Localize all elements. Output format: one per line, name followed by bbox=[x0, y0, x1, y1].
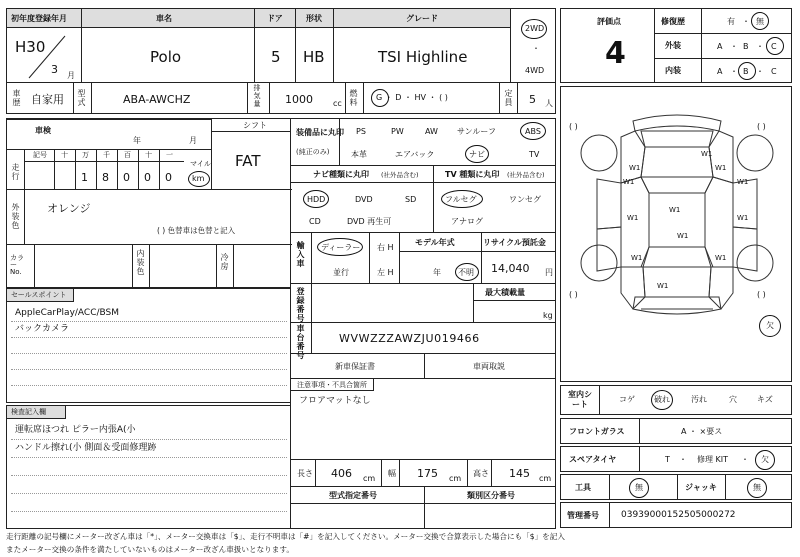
displacement: 1000 bbox=[285, 93, 313, 106]
int-dot2: ・ bbox=[756, 67, 764, 76]
divider bbox=[363, 83, 364, 113]
doors-header bbox=[254, 8, 296, 28]
navi-dvd-play: DVD 再生可 bbox=[347, 217, 392, 226]
divider bbox=[373, 379, 374, 391]
digit-header: 十 bbox=[145, 151, 152, 159]
diagram-paren-tl: ( ) bbox=[569, 122, 578, 131]
tv-analog: アナログ bbox=[451, 217, 483, 226]
model-year-label: モデル年式 bbox=[415, 238, 455, 247]
divider bbox=[291, 390, 373, 391]
length-unit: cm bbox=[363, 474, 376, 483]
mgmt-row bbox=[560, 502, 792, 528]
car-name-header bbox=[81, 8, 255, 28]
sales-point-label: セールスポイント bbox=[11, 291, 67, 299]
inspector-line-1: 運転席ほつれ ピラー内張A(小 bbox=[15, 425, 136, 435]
width-unit: cm bbox=[449, 474, 462, 483]
ext-a: A bbox=[717, 42, 723, 51]
divider bbox=[473, 300, 555, 301]
divider bbox=[639, 419, 640, 443]
score-block bbox=[560, 8, 792, 83]
score-label: 評価点 bbox=[597, 17, 621, 26]
sales-point-line-1: AppleCarPlay/ACC/BSM bbox=[15, 308, 120, 318]
navi-sub: (社外品含む) bbox=[381, 171, 419, 179]
model-label: 型式 bbox=[77, 89, 86, 107]
recycle-value: 14,040 bbox=[491, 262, 530, 275]
equipment-subtitle: (純正のみ) bbox=[296, 148, 330, 156]
displacement-label: 排気量 bbox=[253, 84, 261, 108]
notes-label: 注意事項・不具合箇所 bbox=[297, 381, 367, 389]
drive-4wd: 4WD bbox=[525, 66, 545, 75]
height: 145 bbox=[509, 467, 530, 480]
divider bbox=[599, 386, 600, 414]
length-label: 長さ bbox=[297, 469, 313, 478]
divider bbox=[654, 33, 791, 34]
equip-abs: ABS bbox=[525, 127, 541, 136]
doors: 5 bbox=[271, 48, 281, 66]
divider bbox=[91, 83, 92, 113]
diagram-w1-10: W1 bbox=[631, 254, 643, 262]
shape-cell bbox=[295, 27, 334, 83]
shape-header bbox=[295, 8, 334, 28]
shape: HB bbox=[303, 48, 325, 66]
color-change: ( ) 色替車は色替と記入 bbox=[157, 226, 236, 235]
diagram-w1-1: W1 bbox=[701, 150, 713, 158]
first-reg-value-cell bbox=[6, 27, 82, 83]
shaken-month: 月 bbox=[189, 136, 197, 145]
seat-koge: コゲ bbox=[619, 395, 635, 404]
warranty-block bbox=[290, 353, 556, 379]
color-no-label: カラー No. bbox=[10, 254, 24, 276]
divider bbox=[499, 83, 500, 113]
inspection-block bbox=[6, 118, 291, 288]
divider bbox=[609, 475, 610, 499]
divider bbox=[132, 244, 133, 288]
diagram-w1-3: W1 bbox=[715, 164, 727, 172]
seat-label: 室内シート bbox=[568, 390, 592, 409]
divider bbox=[424, 487, 425, 528]
ext-dot1: ・ bbox=[730, 42, 738, 51]
digit-header: 万 bbox=[82, 151, 89, 159]
equip-tv: TV bbox=[529, 150, 540, 159]
divider bbox=[473, 284, 474, 322]
divider bbox=[399, 460, 400, 486]
divider bbox=[311, 233, 312, 283]
divider bbox=[609, 503, 610, 527]
reg-number-label: 登録番号 bbox=[296, 287, 305, 323]
grade-cell bbox=[333, 27, 511, 83]
mgmt-value: 03939000152505000272 bbox=[621, 510, 736, 520]
windshield-options: A ・ ×要ス bbox=[681, 427, 723, 436]
model-year-unit: 年 bbox=[433, 268, 441, 277]
chassis-block bbox=[290, 322, 556, 360]
diagram-w1-11: W1 bbox=[715, 254, 727, 262]
mileage-digit: 0 bbox=[165, 171, 172, 184]
digit-divider bbox=[54, 149, 55, 189]
sales-point-line-2: バックカメラ bbox=[15, 324, 70, 334]
shaken-label: 車検 bbox=[35, 126, 51, 135]
ext-dot2: ・ bbox=[756, 42, 764, 51]
import-label: 輸入車 bbox=[296, 241, 305, 268]
recycle-unit: 円 bbox=[545, 268, 553, 277]
ruled-line bbox=[11, 475, 287, 476]
equip-ps: PS bbox=[356, 127, 366, 136]
divider bbox=[291, 182, 555, 183]
ruled-line bbox=[11, 439, 287, 440]
import-block bbox=[290, 232, 556, 284]
ruled-line bbox=[11, 321, 287, 322]
divider bbox=[211, 119, 212, 189]
chassis: WVWZZZAWZJU019466 bbox=[339, 332, 480, 345]
digit-divider bbox=[75, 149, 76, 189]
divider bbox=[517, 83, 518, 113]
divider bbox=[269, 83, 270, 113]
manual: 車両取説 bbox=[473, 362, 505, 371]
spare-t: T bbox=[665, 455, 670, 464]
chassis-label: 車台番号 bbox=[296, 324, 305, 360]
width: 175 bbox=[417, 467, 438, 480]
divider bbox=[247, 83, 248, 113]
usage-label: 車歴 bbox=[12, 89, 21, 107]
repair-yes: 有 bbox=[727, 17, 735, 26]
divider bbox=[24, 149, 25, 189]
spare-dot2: ・ bbox=[741, 455, 749, 464]
capacity-label: 定員 bbox=[504, 89, 513, 107]
diagram-paren-br: ( ) bbox=[757, 290, 766, 299]
divider bbox=[654, 9, 655, 82]
mileage-label: 走行 bbox=[11, 163, 20, 181]
divider bbox=[491, 460, 492, 486]
repair-dot: ・ bbox=[742, 17, 750, 26]
tv-sub: (社外品含む) bbox=[507, 171, 545, 179]
navi-title: ナビ種類に丸印 bbox=[313, 170, 369, 179]
grade: TSI Highline bbox=[378, 48, 468, 66]
drive-separator: ・ bbox=[532, 44, 540, 53]
repair-no: 無 bbox=[756, 17, 764, 26]
drive-cell bbox=[510, 8, 556, 83]
capacity: 5 bbox=[529, 93, 536, 106]
drive-2wd: 2WD bbox=[525, 24, 545, 33]
divider bbox=[211, 131, 291, 132]
mile-label: マイル bbox=[190, 160, 211, 168]
grade-header bbox=[333, 8, 511, 28]
shift: FAT bbox=[235, 152, 261, 170]
interior-label: 内装 bbox=[665, 66, 681, 75]
digit-divider bbox=[117, 149, 118, 189]
ruled-line bbox=[11, 353, 287, 354]
max-load-label: 最大積載量 bbox=[485, 288, 525, 297]
fuel-options: G ・ D ・ HV ・ ( ) bbox=[376, 93, 448, 102]
displacement-unit: cc bbox=[333, 99, 342, 108]
equip-aw: AW bbox=[425, 127, 438, 136]
mgmt-label: 管理番号 bbox=[567, 511, 599, 520]
notes-block bbox=[290, 378, 556, 460]
tv-title: TV 種類に丸印 bbox=[445, 170, 500, 179]
equipment-title: 装備品に丸印 bbox=[296, 128, 344, 137]
seat-yabure: 破れ bbox=[654, 395, 670, 404]
jack-label: ジャッキ bbox=[685, 483, 717, 492]
navi-tv-block bbox=[290, 165, 556, 233]
diagram-w1-2: W1 bbox=[629, 164, 641, 172]
car-name-label: 車名 bbox=[156, 14, 172, 23]
spare-label: スペアタイヤ bbox=[569, 455, 617, 464]
divider bbox=[399, 233, 400, 283]
color-label: 外装色 bbox=[11, 203, 20, 230]
equip-sunroof: サンルーフ bbox=[457, 127, 496, 136]
model: ABA-AWCHZ bbox=[123, 93, 191, 106]
handle-left: 左 H bbox=[377, 268, 394, 277]
car-name-cell bbox=[81, 27, 255, 83]
equip-leather: 本革 bbox=[351, 150, 367, 159]
length: 406 bbox=[331, 467, 352, 480]
windshield-label: フロントガラス bbox=[569, 427, 625, 436]
type-number-block bbox=[290, 486, 556, 529]
diagram-w1-5: W1 bbox=[737, 178, 749, 186]
divider bbox=[433, 166, 434, 232]
divider bbox=[7, 149, 211, 150]
color: オレンジ bbox=[47, 202, 91, 215]
diagram-w1-6: W1 bbox=[669, 206, 681, 214]
dealer: ディーラー bbox=[321, 243, 361, 252]
navi-sd: SD bbox=[405, 195, 417, 204]
car-name: Polo bbox=[150, 48, 182, 66]
spare-row bbox=[560, 446, 792, 472]
usage: 自家用 bbox=[31, 93, 64, 106]
divider bbox=[216, 244, 217, 288]
ruled-line bbox=[11, 385, 287, 386]
sales-point-header bbox=[6, 288, 74, 302]
divider bbox=[424, 354, 425, 378]
inspector-label: 検査記入欄 bbox=[11, 408, 46, 416]
divider bbox=[315, 460, 316, 486]
digit-divider bbox=[138, 149, 139, 189]
divider bbox=[73, 83, 74, 113]
footer-line-2: またメーター交換の条件を満たしていないものはメーター改ざん車扱いとなります。 bbox=[6, 545, 294, 554]
divider bbox=[701, 9, 702, 82]
max-load-unit: kg bbox=[543, 311, 553, 320]
seat-yogore: 汚れ bbox=[691, 395, 707, 404]
spare-dot1: ・ bbox=[679, 455, 687, 464]
divider bbox=[7, 119, 211, 120]
divider bbox=[339, 119, 340, 165]
class-number-label: 類別区分番号 bbox=[467, 491, 515, 500]
type-number-label: 型式指定番号 bbox=[329, 491, 377, 500]
jack-value: 無 bbox=[753, 483, 761, 492]
record-label: 記号 bbox=[33, 151, 47, 159]
diagram-paren-tr: ( ) bbox=[757, 122, 766, 131]
windshield-row bbox=[560, 418, 792, 444]
interior-color-label: 内装色 bbox=[136, 249, 145, 276]
ruled-line bbox=[11, 457, 287, 458]
ext-b: B bbox=[743, 42, 749, 51]
tv-fullseg: フルセグ bbox=[445, 195, 477, 204]
first-reg-month: 3 bbox=[51, 63, 58, 76]
int-a: A bbox=[717, 67, 723, 76]
km-label: km bbox=[192, 174, 205, 183]
ruled-line bbox=[11, 493, 287, 494]
divider bbox=[7, 189, 292, 190]
digit-header: 千 bbox=[103, 151, 110, 159]
diagram-w1-9: W1 bbox=[677, 232, 689, 240]
parallel: 並行 bbox=[333, 268, 349, 277]
divider bbox=[677, 475, 678, 499]
diagram-w1-4: W1 bbox=[623, 178, 635, 186]
dimensions-block bbox=[290, 459, 556, 487]
mileage-digit: 1 bbox=[81, 171, 88, 184]
mileage-digit: 0 bbox=[144, 171, 151, 184]
digit-divider bbox=[159, 149, 160, 189]
shaken-year: 年 bbox=[133, 136, 141, 145]
diagram-w1-8: W1 bbox=[737, 214, 749, 222]
diagram-missing: 欠 bbox=[766, 321, 774, 330]
ruled-line bbox=[11, 369, 287, 370]
tools-row bbox=[560, 474, 792, 500]
navi-cd: CD bbox=[309, 217, 321, 226]
height-unit: cm bbox=[539, 474, 552, 483]
int-b: B bbox=[743, 67, 749, 76]
divider bbox=[654, 58, 791, 59]
divider bbox=[399, 251, 555, 252]
repair-label: 修復歴 bbox=[661, 17, 685, 26]
equipment-block bbox=[290, 118, 556, 166]
recycle-label: リサイクル預託金 bbox=[483, 238, 546, 247]
seat-ana: 穴 bbox=[729, 395, 737, 404]
mileage-digit: 8 bbox=[102, 171, 109, 184]
sales-point-block bbox=[6, 288, 291, 403]
equip-airbag: エアバック bbox=[395, 150, 435, 159]
ext-c: C bbox=[771, 42, 777, 51]
seat-row bbox=[560, 385, 792, 415]
divider bbox=[481, 233, 482, 283]
first-reg-year: H30 bbox=[15, 38, 46, 56]
ruled-line bbox=[11, 337, 287, 338]
divider bbox=[369, 233, 370, 283]
diagram-paren-bl: ( ) bbox=[569, 290, 578, 299]
seat-kizu: キズ bbox=[757, 395, 773, 404]
digit-header: 百 bbox=[124, 151, 131, 159]
score: 4 bbox=[605, 36, 626, 71]
tools-label: 工具 bbox=[575, 483, 591, 492]
divider bbox=[311, 323, 312, 353]
digit-header: 一 bbox=[166, 151, 173, 159]
divider bbox=[311, 284, 312, 322]
first-reg-header bbox=[6, 8, 82, 28]
first-reg-month-unit: 月 bbox=[67, 71, 75, 80]
divider bbox=[639, 447, 640, 471]
spare-kit: 修理 KIT bbox=[697, 455, 729, 464]
int-dot1: ・ bbox=[730, 67, 738, 76]
cooler-label: 冷房 bbox=[220, 253, 229, 271]
doors-cell bbox=[254, 27, 296, 83]
capacity-unit: 人 bbox=[545, 99, 553, 108]
spare-missing: 欠 bbox=[761, 455, 769, 464]
shape-label: 形状 bbox=[306, 14, 322, 23]
inspector-line-2: ハンドル擦れ(小 側面＆受面修理跡 bbox=[15, 443, 157, 453]
notes: フロアマットなし bbox=[299, 396, 371, 406]
divider bbox=[149, 244, 150, 288]
first-reg-label: 初年度登録年月 bbox=[11, 14, 67, 23]
equip-navi: ナビ bbox=[469, 150, 485, 159]
navi-dvd: DVD bbox=[355, 195, 373, 204]
exterior-label: 外装 bbox=[665, 41, 681, 50]
int-c: C bbox=[771, 67, 777, 76]
divider bbox=[233, 244, 234, 288]
divider bbox=[381, 460, 382, 486]
usage-row bbox=[6, 82, 556, 114]
handle-right: 右 H bbox=[377, 243, 394, 252]
grade-label: グレード bbox=[406, 14, 438, 23]
tools-value: 無 bbox=[635, 483, 643, 492]
footer-line-1: 走行距離の記号欄にメーター改ざん車は「*」、メーター交換車は「$」、走行不明車は「#」を記入してください。メーター交換で合算表示した場合にも「$」を記入 bbox=[6, 532, 565, 541]
car-diagram bbox=[560, 86, 792, 382]
divider bbox=[24, 189, 25, 244]
diagram-w1-7: W1 bbox=[627, 214, 639, 222]
shift-label: シフト bbox=[243, 121, 267, 130]
warranty: 新車保証書 bbox=[335, 362, 375, 371]
tv-oneseg: ワンセグ bbox=[509, 195, 541, 204]
width-label: 幅 bbox=[388, 469, 396, 478]
mileage-digit: 0 bbox=[123, 171, 130, 184]
registration-block bbox=[290, 283, 556, 323]
inspector-block bbox=[6, 405, 291, 529]
unknown: 不明 bbox=[458, 268, 474, 277]
digit-divider bbox=[96, 149, 97, 189]
diagram-w1-12: W1 bbox=[657, 282, 669, 290]
divider bbox=[345, 83, 346, 113]
navi-hdd: HDD bbox=[307, 195, 326, 204]
equip-pw: PW bbox=[391, 127, 404, 136]
height-label: 高さ bbox=[473, 469, 489, 478]
inspector-header bbox=[6, 405, 66, 419]
divider bbox=[291, 503, 555, 504]
doors-label: ドア bbox=[267, 14, 283, 23]
divider bbox=[467, 460, 468, 486]
ruled-line bbox=[11, 511, 287, 512]
digit-header: 十 bbox=[61, 151, 68, 159]
divider bbox=[725, 475, 726, 499]
fuel-label: 燃料 bbox=[349, 89, 358, 107]
divider bbox=[24, 161, 184, 162]
divider bbox=[34, 244, 35, 288]
